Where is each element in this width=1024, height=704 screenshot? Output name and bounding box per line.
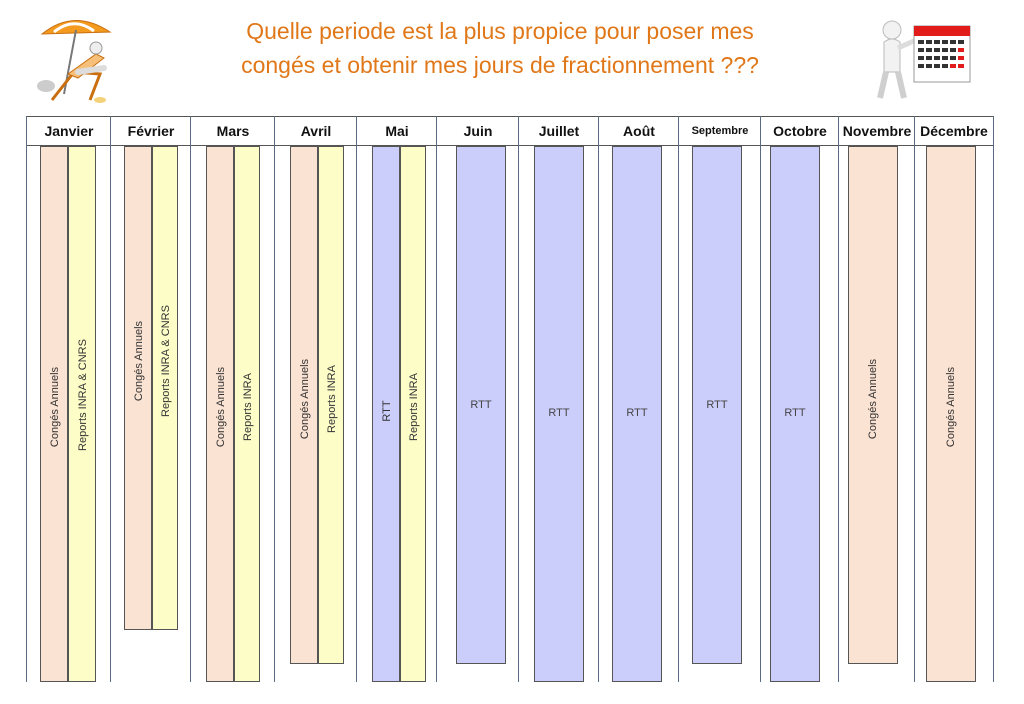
column-divider <box>26 116 27 682</box>
title-line-2: congés et obtenir mes jours de fractionnement ??? <box>241 52 759 78</box>
bar-label: RTT <box>626 407 648 419</box>
column-divider <box>190 116 191 682</box>
bar-label: Reports INRA <box>326 365 338 433</box>
month-avril: Avril <box>300 123 332 139</box>
bar-label: RTT <box>706 399 728 411</box>
column-divider <box>356 116 357 682</box>
bar-aout-rtt <box>612 146 662 682</box>
bar-fevrier-conges <box>124 146 152 630</box>
bar-fevrier-reports <box>152 146 178 630</box>
column-divider <box>993 116 994 682</box>
title-line-1: Quelle periode est la plus propice pour poser mes <box>246 18 754 44</box>
bar-juillet-rtt <box>534 146 584 682</box>
bar-mars-conges <box>206 146 234 682</box>
column-divider <box>760 116 761 682</box>
bar-label: Congés Annuels <box>133 320 145 402</box>
column-divider <box>518 116 519 682</box>
month-mai: Mai <box>385 123 409 139</box>
beach-chair-icon <box>34 14 120 106</box>
column-divider <box>598 116 599 682</box>
column-divider <box>914 116 915 682</box>
page-title <box>150 14 850 82</box>
bar-octobre-rtt <box>770 146 820 682</box>
bar-janvier-reports <box>68 146 96 682</box>
column-divider <box>838 116 839 682</box>
bar-label: RTT <box>784 407 806 419</box>
bar-decembre-conges <box>926 146 976 682</box>
bar-label: RTT <box>381 400 393 422</box>
column-divider <box>110 116 111 682</box>
bar-label: Congés Annuels <box>215 366 227 448</box>
month-septembre: Septembre <box>691 125 749 137</box>
bar-label: Congés Annuels <box>867 358 879 440</box>
month-decembre: Décembre <box>920 123 988 139</box>
month-aout: Août <box>623 123 655 139</box>
bar-juin-rtt <box>456 146 506 664</box>
bar-novembre-conges <box>848 146 898 664</box>
bar-septembre-rtt <box>692 146 742 664</box>
column-divider <box>274 116 275 682</box>
month-juillet: Juillet <box>538 123 580 139</box>
month-mars: Mars <box>216 123 250 139</box>
bar-label: Congés Annuels <box>299 358 311 440</box>
bar-label: RTT <box>470 399 492 411</box>
bar-avril-conges <box>290 146 318 664</box>
month-novembre: Novembre <box>842 123 912 139</box>
bar-label: Reports INRA <box>408 373 420 441</box>
bar-mai-rtt <box>372 146 400 682</box>
month-juin: Juin <box>463 123 493 139</box>
column-divider <box>678 116 679 682</box>
bar-label: Reports INRA <box>242 373 254 441</box>
month-janvier: Janvier <box>44 123 94 139</box>
month-octobre: Octobre <box>773 123 827 139</box>
bar-label: Reports INRA & CNRS <box>160 305 172 417</box>
month-header-row <box>26 116 994 146</box>
bar-janvier-conges <box>40 146 68 682</box>
bar-label: RTT <box>548 407 570 419</box>
bar-mai-reports <box>400 146 426 682</box>
column-divider <box>436 116 437 682</box>
bar-label: Reports INRA & CNRS <box>77 339 89 451</box>
month-fevrier: Février <box>127 123 175 139</box>
bar-mars-reports <box>234 146 260 682</box>
bar-avril-reports <box>318 146 344 664</box>
bar-label: Congés Annuels <box>945 366 957 448</box>
bar-label: Congés Annuels <box>49 366 61 448</box>
calendar-figure-icon <box>870 14 980 104</box>
